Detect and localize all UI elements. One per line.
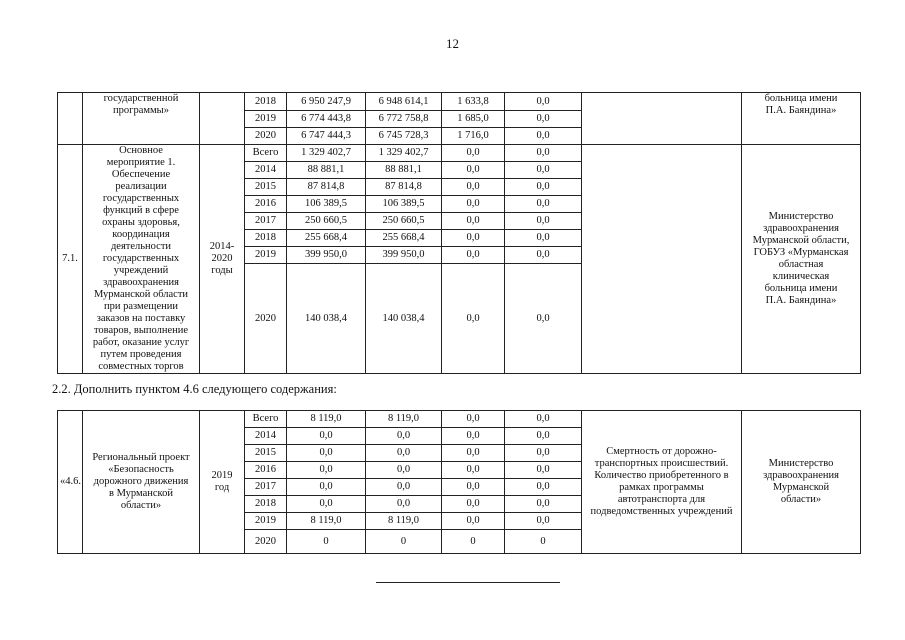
federal-budget-cell: 0,0: [442, 230, 505, 247]
executor-cell: больница имени П.А. Баяндина»: [742, 93, 861, 145]
year-cell: 2019: [245, 513, 287, 530]
other-sources-cell: 0,0: [505, 179, 582, 196]
regional-budget-cell: 1 329 402,7: [366, 145, 442, 162]
federal-budget-cell: 0,0: [442, 496, 505, 513]
indicator-cell: [582, 145, 742, 374]
year-cell: 2015: [245, 445, 287, 462]
item-number-cell: 7.1.: [58, 145, 83, 374]
indicator-cell: Смертность от дорожно- транспортных происшествий. Количество приобретенного в рамках программы автотранспорта для подведомственных учреждений: [582, 411, 742, 554]
year-cell: 2014: [245, 428, 287, 445]
regional-budget-cell: 8 119,0: [366, 513, 442, 530]
federal-budget-cell: 0,0: [442, 445, 505, 462]
total-amount-cell: 0: [287, 530, 366, 554]
other-sources-cell: 0,0: [505, 247, 582, 264]
regional-budget-cell: 8 119,0: [366, 411, 442, 428]
regional-budget-cell: 399 950,0: [366, 247, 442, 264]
page-number: 12: [446, 36, 459, 51]
year-cell: 2019: [245, 247, 287, 264]
year-cell: Всего: [245, 145, 287, 162]
year-cell: 2018: [245, 496, 287, 513]
year-cell: 2019: [245, 111, 287, 128]
regional-budget-cell: 6 948 614,1: [366, 93, 442, 111]
federal-budget-cell: 0,0: [442, 145, 505, 162]
federal-budget-cell: 0,0: [442, 428, 505, 445]
other-sources-cell: 0,0: [505, 513, 582, 530]
executor-cell: Министерство здравоохранения Мурманской области»: [742, 411, 861, 554]
item-number-cell: [58, 93, 83, 145]
other-sources-cell: 0,0: [505, 428, 582, 445]
total-amount-cell: 6 747 444,3: [287, 128, 366, 145]
total-amount-cell: 106 389,5: [287, 196, 366, 213]
regional-budget-cell: 6 745 728,3: [366, 128, 442, 145]
regional-budget-cell: 0,0: [366, 462, 442, 479]
regional-budget-cell: 255 668,4: [366, 230, 442, 247]
regional-budget-cell: 88 881,1: [366, 162, 442, 179]
budget-table-continued: [57, 92, 861, 374]
other-sources-cell: 0,0: [505, 445, 582, 462]
regional-budget-cell: 6 772 758,8: [366, 111, 442, 128]
total-amount-cell: 8 119,0: [287, 411, 366, 428]
table-row: [58, 93, 861, 111]
regional-budget-cell: 106 389,5: [366, 196, 442, 213]
federal-budget-cell: 0,0: [442, 179, 505, 196]
other-sources-cell: 0,0: [505, 213, 582, 230]
total-amount-cell: 88 881,1: [287, 162, 366, 179]
federal-budget-cell: 0,0: [442, 513, 505, 530]
other-sources-cell: 0,0: [505, 111, 582, 128]
year-cell: 2018: [245, 230, 287, 247]
total-amount-cell: 0,0: [287, 428, 366, 445]
footer-rule: [376, 582, 560, 583]
federal-budget-cell: 1 633,8: [442, 93, 505, 111]
total-amount-cell: 8 119,0: [287, 513, 366, 530]
year-cell: 2016: [245, 462, 287, 479]
other-sources-cell: 0,0: [505, 264, 582, 374]
year-cell: 2014: [245, 162, 287, 179]
regional-budget-cell: 0,0: [366, 428, 442, 445]
regional-budget-cell: 0,0: [366, 479, 442, 496]
total-amount-cell: 0,0: [287, 462, 366, 479]
other-sources-cell: 0: [505, 530, 582, 554]
other-sources-cell: 0,0: [505, 145, 582, 162]
total-amount-cell: 0,0: [287, 496, 366, 513]
federal-budget-cell: 1 685,0: [442, 111, 505, 128]
total-amount-cell: 399 950,0: [287, 247, 366, 264]
item-number-cell: «4.6.: [58, 411, 83, 554]
regional-budget-cell: 0: [366, 530, 442, 554]
year-cell: 2016: [245, 196, 287, 213]
period-cell: 2019 год: [200, 411, 245, 554]
federal-budget-cell: 0,0: [442, 479, 505, 496]
year-cell: 2020: [245, 264, 287, 374]
federal-budget-cell: 0,0: [442, 196, 505, 213]
year-cell: 2015: [245, 179, 287, 196]
regional-budget-cell: 0,0: [366, 496, 442, 513]
other-sources-cell: 0,0: [505, 93, 582, 111]
table-row: [58, 411, 861, 428]
total-amount-cell: 87 814,8: [287, 179, 366, 196]
table-row: [58, 145, 861, 162]
federal-budget-cell: 0,0: [442, 264, 505, 374]
other-sources-cell: 0,0: [505, 128, 582, 145]
year-cell: 2018: [245, 93, 287, 111]
other-sources-cell: 0,0: [505, 162, 582, 179]
year-cell: 2020: [245, 530, 287, 554]
year-cell: Всего: [245, 411, 287, 428]
other-sources-cell: 0,0: [505, 196, 582, 213]
other-sources-cell: 0,0: [505, 496, 582, 513]
section-heading: 2.2. Дополнить пунктом 4.6 следующего содержания:: [52, 382, 337, 396]
total-amount-cell: 250 660,5: [287, 213, 366, 230]
regional-budget-cell: 87 814,8: [366, 179, 442, 196]
period-cell: [200, 93, 245, 145]
total-amount-cell: 255 668,4: [287, 230, 366, 247]
year-cell: 2017: [245, 479, 287, 496]
federal-budget-cell: 0,0: [442, 411, 505, 428]
item-name-cell: Основное мероприятие 1. Обеспечение реализации государственных функций в сфере охраны здоровья, координация деятельности государственных учреждений здравоохранения Мурманской области при размещении заказов на поставку товаров, выполнение работ, оказание услуг путем проведения совместных торгов: [83, 145, 200, 374]
executor-cell: Министерство здравоохранения Мурманской области, ГОБУЗ «Мурманская областная клиническая больница имени П.А. Баяндина»: [742, 145, 861, 374]
regional-budget-cell: 140 038,4: [366, 264, 442, 374]
federal-budget-cell: 0,0: [442, 247, 505, 264]
total-amount-cell: 6 950 247,9: [287, 93, 366, 111]
other-sources-cell: 0,0: [505, 230, 582, 247]
other-sources-cell: 0,0: [505, 479, 582, 496]
federal-budget-cell: 0,0: [442, 462, 505, 479]
indicator-cell: [582, 93, 742, 145]
total-amount-cell: 1 329 402,7: [287, 145, 366, 162]
federal-budget-cell: 0,0: [442, 162, 505, 179]
item-name-cell: Региональный проект «Безопасность дорожного движения в Мурманской области»: [83, 411, 200, 554]
total-amount-cell: 6 774 443,8: [287, 111, 366, 128]
budget-table-new-item: [57, 410, 861, 554]
regional-budget-cell: 0,0: [366, 445, 442, 462]
other-sources-cell: 0,0: [505, 411, 582, 428]
item-name-cell: государственной программы»: [83, 93, 200, 145]
regional-budget-cell: 250 660,5: [366, 213, 442, 230]
total-amount-cell: 140 038,4: [287, 264, 366, 374]
other-sources-cell: 0,0: [505, 462, 582, 479]
federal-budget-cell: 1 716,0: [442, 128, 505, 145]
federal-budget-cell: 0,0: [442, 213, 505, 230]
period-cell: 2014- 2020 годы: [200, 145, 245, 374]
total-amount-cell: 0,0: [287, 445, 366, 462]
total-amount-cell: 0,0: [287, 479, 366, 496]
year-cell: 2020: [245, 128, 287, 145]
federal-budget-cell: 0: [442, 530, 505, 554]
year-cell: 2017: [245, 213, 287, 230]
